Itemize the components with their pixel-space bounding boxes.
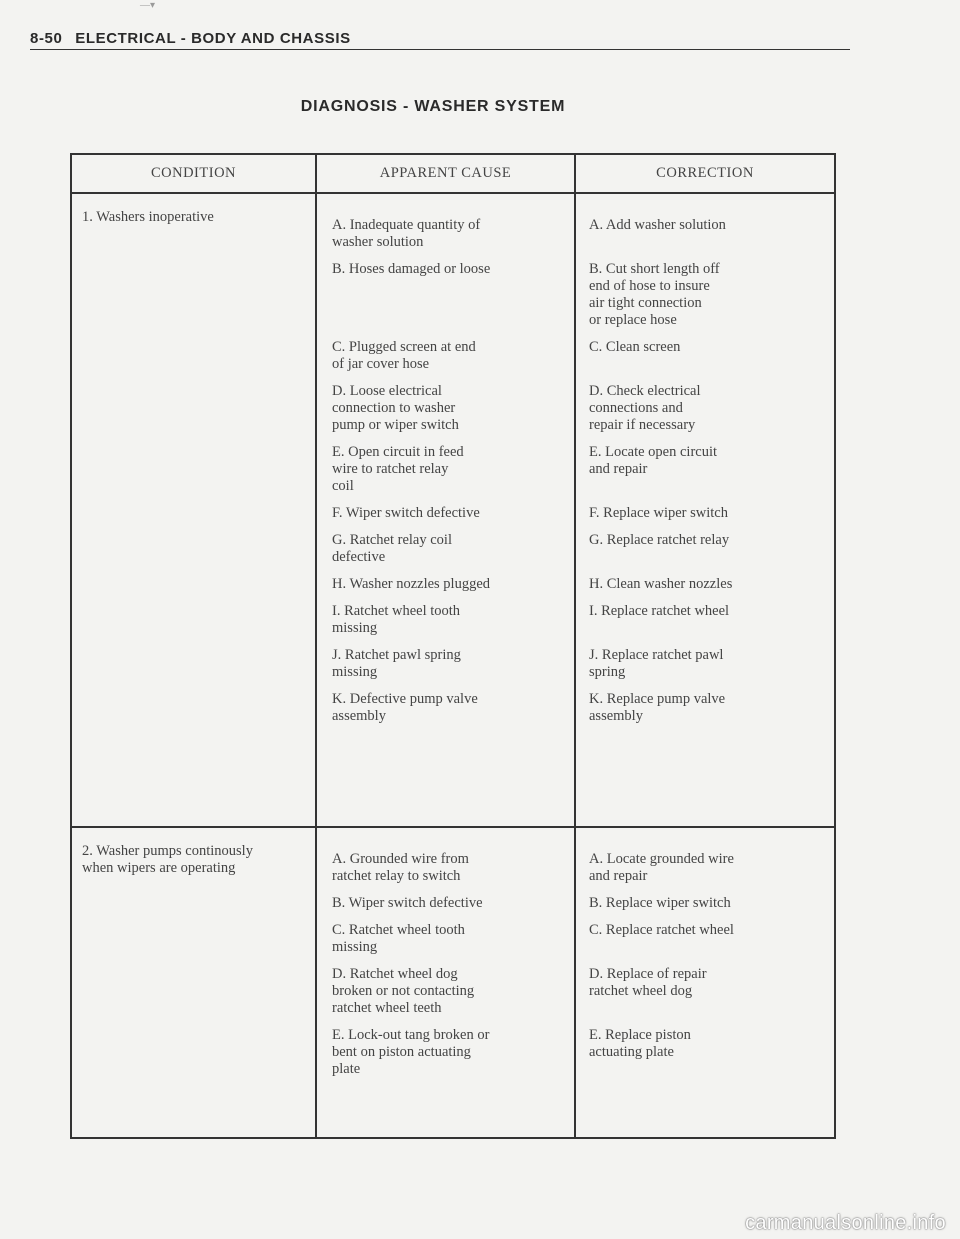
cause-item: D. Loose electrical connection to washer pump or wiper switch [332,383,459,433]
correction-item: D. Check electrical connections and repair if necessary [589,383,701,433]
table-row [71,827,835,1138]
correction-cell [575,193,835,827]
cause-item: F. Wiper switch defective [332,505,480,521]
correction-item: A. Locate grounded wire and repair [589,851,734,884]
cause-item: A. Inadequate quantity of washer solution [332,217,481,250]
cause-item: C. Ratchet wheel tooth missing [332,922,465,955]
cause-item: G. Ratchet relay coil defective [332,532,452,565]
cause-item: B. Wiper switch defective [332,895,483,911]
correction-item: A. Add washer solution [589,217,726,233]
table-row [71,193,835,827]
correction-item: C. Replace ratchet wheel [589,922,734,938]
table-header-row [71,154,835,193]
cause-item: C. Plugged screen at end of jar cover hose [332,339,476,372]
correction-item: K. Replace pump valve assembly [589,691,726,724]
correction-item: I. Replace ratchet wheel [589,603,730,619]
correction-item: H. Clean washer nozzles [589,576,733,592]
cause-item: E. Open circuit in feed wire to ratchet relay coil [332,444,464,494]
cause-item: B. Hoses damaged or loose [332,261,491,277]
diagnosis-table [70,153,836,1139]
cause-item: A. Grounded wire from ratchet relay to switch [332,851,469,884]
page-number: 8-50 [30,30,63,47]
cause-item: D. Ratchet wheel dog broken or not contacting ratchet wheel teeth [332,966,475,1016]
condition-text: 1. Washers inoperative [82,209,214,225]
section-title: ELECTRICAL - BODY AND CHASSIS [75,30,351,47]
correction-cell [575,827,835,1138]
correction-item: B. Cut short length off end of hose to insure air tight connection or replace hose [589,261,720,328]
cause-item: I. Ratchet wheel tooth missing [332,603,461,636]
column-header-cause: APPARENT CAUSE [316,154,575,193]
page-header [30,30,850,50]
correction-item: C. Clean screen [589,339,681,355]
cause-item: H. Washer nozzles plugged [332,576,491,592]
cause-item: J. Ratchet pawl spring missing [332,647,461,680]
column-header-correction: CORRECTION [575,154,835,193]
scan-corner-mark: —▾ [140,0,156,11]
cause-cell [316,827,575,1138]
cause-item: K. Defective pump valve assembly [332,691,478,724]
document-title: DIAGNOSIS - WASHER SYSTEM [300,98,566,115]
cause-cell [316,193,575,827]
correction-item: G. Replace ratchet relay [589,532,730,548]
cause-item: E. Lock-out tang broken or bent on piston actuating plate [332,1027,490,1077]
condition-text: 2. Washer pumps continously when wipers are operating [82,843,253,876]
correction-item: B. Replace wiper switch [589,895,731,911]
watermark: carmanualsonline.info [745,1212,946,1234]
column-header-condition: CONDITION [71,154,316,193]
condition-cell [71,193,316,827]
correction-item: F. Replace wiper switch [589,505,728,521]
condition-cell [71,827,316,1138]
correction-item: J. Replace ratchet pawl spring [589,647,724,680]
correction-item: D. Replace of repair ratchet wheel dog [589,966,707,999]
correction-item: E. Locate open circuit and repair [589,444,718,477]
correction-item: E. Replace piston actuating plate [589,1027,691,1060]
